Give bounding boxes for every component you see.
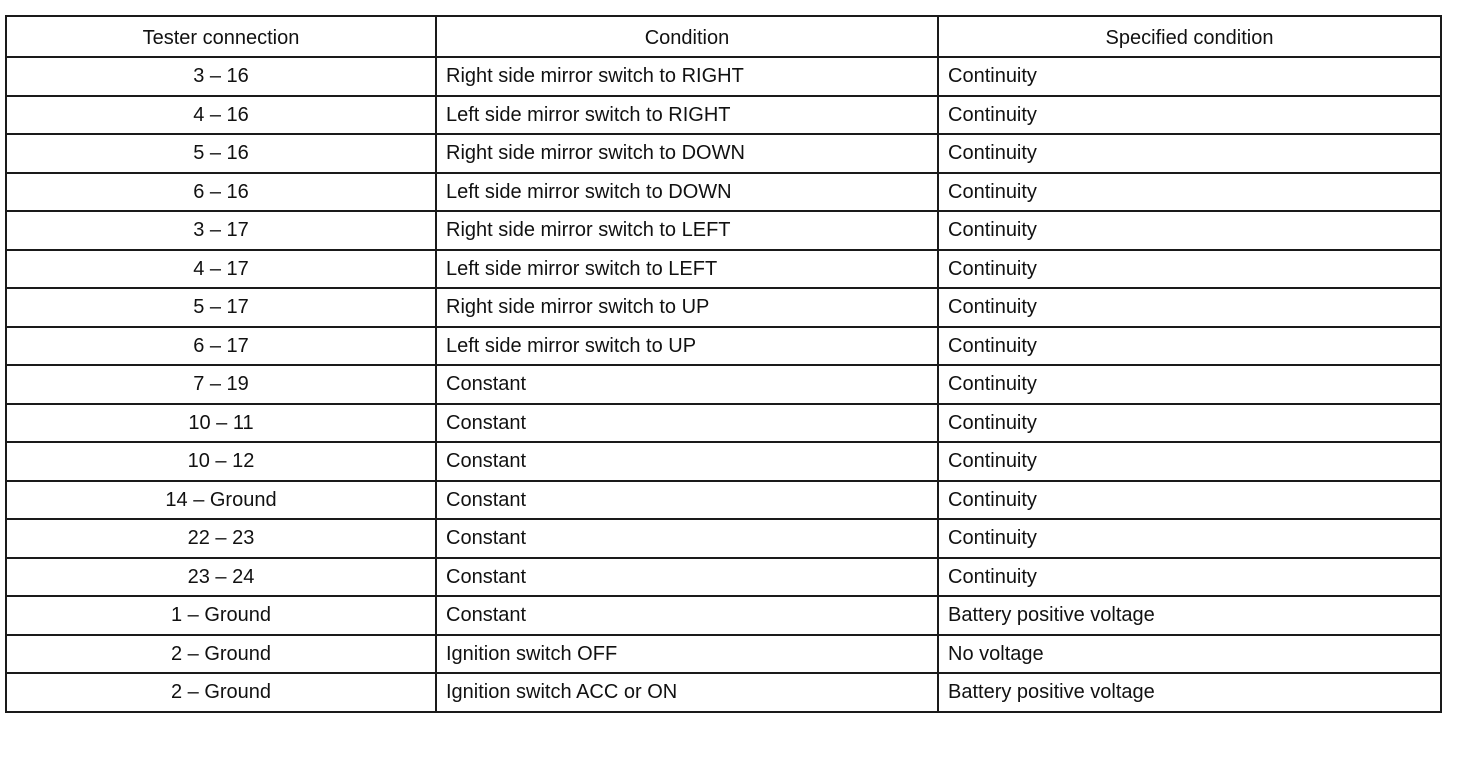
header-specified-condition: Specified condition	[938, 16, 1441, 57]
inspection-table	[5, 15, 1442, 713]
cell-tester-connection: 4 – 16	[6, 96, 436, 135]
cell-specified-condition: Continuity	[938, 404, 1441, 443]
header-condition: Condition	[436, 16, 938, 57]
cell-condition: Right side mirror switch to DOWN	[436, 134, 938, 173]
cell-tester-connection: 23 – 24	[6, 558, 436, 597]
cell-specified-condition: Continuity	[938, 327, 1441, 366]
table-row	[6, 134, 1441, 173]
cell-condition: Constant	[436, 558, 938, 597]
table-row	[6, 173, 1441, 212]
cell-condition: Right side mirror switch to UP	[436, 288, 938, 327]
cell-specified-condition: Continuity	[938, 134, 1441, 173]
table-row	[6, 211, 1441, 250]
cell-condition: Left side mirror switch to RIGHT	[436, 96, 938, 135]
cell-tester-connection: 1 – Ground	[6, 596, 436, 635]
table-row	[6, 635, 1441, 674]
cell-specified-condition: Continuity	[938, 558, 1441, 597]
table-row	[6, 288, 1441, 327]
table-row	[6, 250, 1441, 289]
cell-condition: Left side mirror switch to UP	[436, 327, 938, 366]
cell-condition: Constant	[436, 481, 938, 520]
cell-condition: Left side mirror switch to DOWN	[436, 173, 938, 212]
cell-specified-condition: Continuity	[938, 57, 1441, 96]
cell-specified-condition: Continuity	[938, 211, 1441, 250]
cell-condition: Constant	[436, 365, 938, 404]
cell-specified-condition: Continuity	[938, 96, 1441, 135]
cell-specified-condition: Continuity	[938, 365, 1441, 404]
cell-tester-connection: 2 – Ground	[6, 635, 436, 674]
cell-tester-connection: 6 – 16	[6, 173, 436, 212]
table-row	[6, 96, 1441, 135]
cell-tester-connection: 7 – 19	[6, 365, 436, 404]
cell-condition: Left side mirror switch to LEFT	[436, 250, 938, 289]
cell-condition: Constant	[436, 596, 938, 635]
cell-condition: Constant	[436, 404, 938, 443]
cell-specified-condition: Continuity	[938, 288, 1441, 327]
cell-specified-condition: Continuity	[938, 173, 1441, 212]
cell-tester-connection: 3 – 17	[6, 211, 436, 250]
table-row	[6, 404, 1441, 443]
header-row	[6, 16, 1441, 57]
cell-condition: Constant	[436, 442, 938, 481]
cell-tester-connection: 3 – 16	[6, 57, 436, 96]
cell-tester-connection: 10 – 11	[6, 404, 436, 443]
cell-specified-condition: Battery positive voltage	[938, 596, 1441, 635]
cell-tester-connection: 10 – 12	[6, 442, 436, 481]
cell-tester-connection: 14 – Ground	[6, 481, 436, 520]
cell-specified-condition: No voltage	[938, 635, 1441, 674]
cell-condition: Ignition switch OFF	[436, 635, 938, 674]
table-body	[6, 57, 1441, 712]
cell-condition: Constant	[436, 519, 938, 558]
table-row	[6, 673, 1441, 712]
cell-tester-connection: 4 – 17	[6, 250, 436, 289]
cell-specified-condition: Continuity	[938, 442, 1441, 481]
cell-condition: Right side mirror switch to LEFT	[436, 211, 938, 250]
cell-tester-connection: 5 – 16	[6, 134, 436, 173]
table-row	[6, 57, 1441, 96]
cell-specified-condition: Continuity	[938, 481, 1441, 520]
table-row	[6, 519, 1441, 558]
cell-tester-connection: 5 – 17	[6, 288, 436, 327]
table-row	[6, 596, 1441, 635]
cell-condition: Right side mirror switch to RIGHT	[436, 57, 938, 96]
table-row	[6, 442, 1441, 481]
cell-tester-connection: 6 – 17	[6, 327, 436, 366]
cell-specified-condition: Battery positive voltage	[938, 673, 1441, 712]
cell-specified-condition: Continuity	[938, 250, 1441, 289]
table-header	[6, 16, 1441, 57]
table-row	[6, 558, 1441, 597]
cell-condition: Ignition switch ACC or ON	[436, 673, 938, 712]
cell-tester-connection: 22 – 23	[6, 519, 436, 558]
table-row	[6, 481, 1441, 520]
header-tester-connection: Tester connection	[6, 16, 436, 57]
cell-tester-connection: 2 – Ground	[6, 673, 436, 712]
table-row	[6, 365, 1441, 404]
table-row	[6, 327, 1441, 366]
cell-specified-condition: Continuity	[938, 519, 1441, 558]
